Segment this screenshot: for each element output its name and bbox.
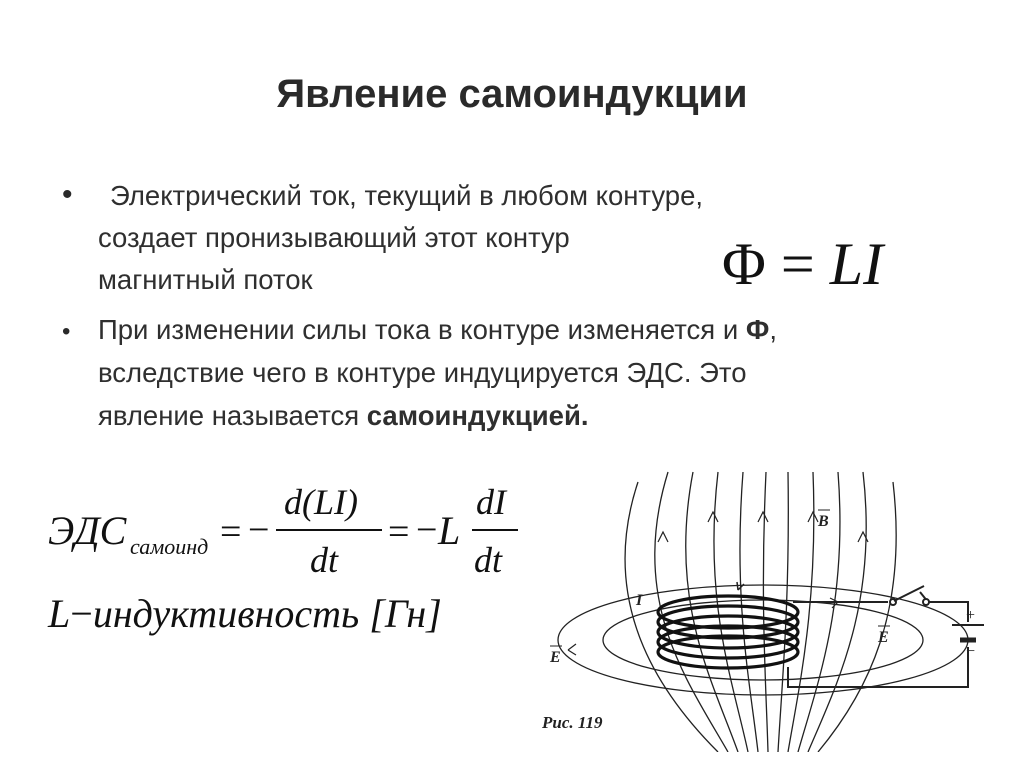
label-E-right: E [878,629,889,646]
label-B: B [818,513,829,530]
flux-eq: = [765,231,830,297]
bullet-marker-1: • [62,178,73,211]
battery-minus: − [966,643,976,660]
bullet-2-line-3 [98,400,589,432]
bullet-1-line-1: Электрический ток, текущий в любом контуре, [110,180,704,211]
emf-eq-1: = [220,511,242,553]
inductance-word: индуктивность [92,591,360,636]
inductance-definition [48,590,442,637]
bullet-2-comma: , [769,314,777,345]
emf-num-1: d(LI) [284,482,358,522]
magnetic-field-lines [625,472,896,752]
inductance-dash: − [70,591,93,636]
inductance-L: L [48,591,71,636]
bullet-2-line-3-text: явление называется [98,400,367,431]
bullet-1-line-2: создает пронизывающий этот контур [98,222,570,253]
bullet-2-line-2: вследствие чего в контуре индуцируется ЭДС. Это [98,357,747,388]
bullet-2-phi: Ф [745,314,770,345]
bullet-2-line-1-text: При изменении силы тока в контуре изменяется и [98,314,746,345]
emf-L: L [438,508,461,553]
bullet-marker-2: • [62,318,71,345]
battery-plus: + [966,607,976,624]
slide-title: Явление самоиндукции [276,72,748,116]
label-E-left: E [550,649,561,666]
emf-den-2: dt [474,540,503,580]
flux-rhs: LI [829,231,884,297]
self-induction-term: самоиндукцией. [366,400,589,431]
emf-formula [48,482,528,582]
bullet-1-line-3: магнитный поток [98,264,313,295]
emf-subscript: самоинд [130,534,209,559]
flux-phi: Φ [722,231,766,297]
emf-eq-2: = [388,511,410,553]
emf-den-1: dt [310,540,339,580]
label-I: I [636,592,643,609]
emf-minus-2: − [416,509,438,551]
emf-symbol: ЭДС [48,508,127,553]
bullet-2-line-1 [98,314,777,346]
emf-num-2: dI [476,482,506,522]
flux-formula [722,230,883,299]
switch-lever [894,586,924,601]
emf-minus-1: − [248,509,270,551]
solenoid-coil [658,596,798,668]
solenoid-figure [538,462,998,752]
figure-caption: Рис. 119 [542,713,603,732]
inductance-unit: [Гн] [369,591,442,636]
